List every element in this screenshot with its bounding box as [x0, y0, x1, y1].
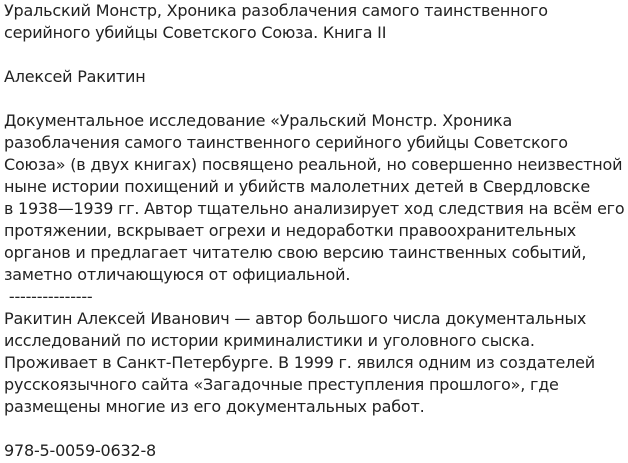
separator-line: ---------------	[4, 287, 93, 306]
bio-line: исследований по истории криминалистики и уголовного сыска.	[4, 331, 535, 350]
description-line: органов и предлагает читателю свою версию таинственных событий,	[4, 243, 587, 262]
bio-line: Проживает в Санкт-Петербурге. В 1999 г. явился одним из создателей	[4, 353, 595, 372]
description-line: Документальное исследование «Уральский Монстр. Хроника	[4, 111, 513, 130]
description-line: протяжении, вскрывает огрехи и недоработки правоохранительных	[4, 221, 576, 240]
isbn: 978-5-0059-0632-8	[4, 441, 157, 460]
bio-line: русскоязычного сайта «Загадочные преступления прошлого», где	[4, 375, 559, 394]
title-line: серийного убийцы Советского Союза. Книга II	[4, 23, 387, 42]
bio-line: размещены многие из его документальных работ.	[4, 397, 425, 416]
bio-line: Ракитин Алексей Иванович — автор большого числа документальных	[4, 309, 587, 328]
description-line: в 1938—1939 гг. Автор тщательно анализирует ход следствия на всём его	[4, 199, 625, 218]
description-line: заметно отличающуюся от официальной.	[4, 265, 351, 284]
title-line: Уральский Монстр, Хроника разоблачения самого таинственного	[4, 1, 548, 20]
description-line: Союза» (в двух книгах) посвящено реальной, но совершенно неизвестной	[4, 155, 623, 174]
description-line: ныне истории похищений и убийств малолетних детей в Свердловске	[4, 177, 591, 196]
author-name: Алексей Ракитин	[4, 67, 146, 86]
description-line: разоблачения самого таинственного серийного убийцы Советского	[4, 133, 568, 152]
